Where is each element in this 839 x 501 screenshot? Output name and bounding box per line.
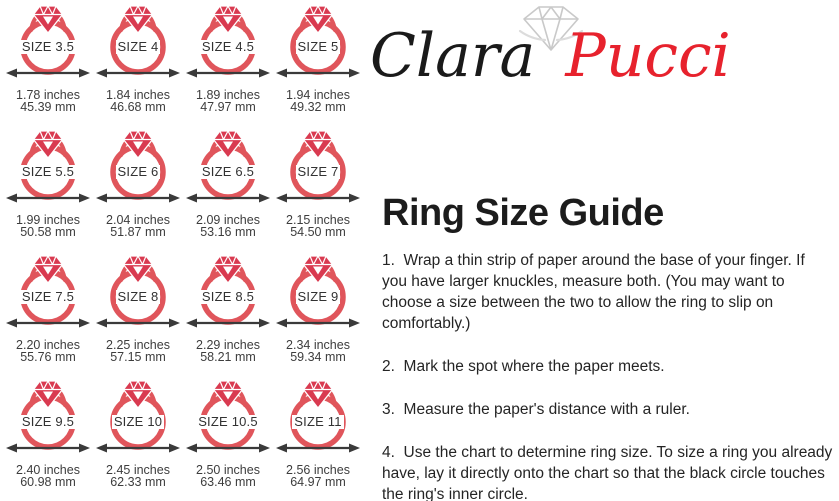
ring-measurements [93,90,183,113]
ring-size-label: SIZE 4 [117,39,159,54]
ring-size-label: SIZE 3.5 [21,39,75,54]
ring-size-label: SIZE 8 [117,289,159,304]
ring-measurements [273,340,363,363]
ring-size-cell [3,375,93,500]
ring-inches: 1.84 inches [106,88,170,102]
ring-measurements [183,90,273,113]
ring-size-cell [3,250,93,375]
step-3: 3. Measure the paper's distance with a ruler. [382,401,690,418]
ring-mm: 49.32 mm [290,99,346,114]
ring-size-cell [3,0,93,125]
ring-size-label: SIZE 8.5 [201,289,255,304]
ring-measurements [3,340,93,363]
ring-mm: 59.34 mm [290,349,346,364]
ring-measurements [93,465,183,488]
ring-measurements [183,465,273,488]
ring-measurements [183,215,273,238]
ring-inches: 2.04 inches [106,213,170,227]
instruction-steps [382,250,837,501]
ring-size-chart [3,0,365,500]
ring-inches: 2.56 inches [286,463,350,477]
ring-size-label: SIZE 6.5 [201,164,255,179]
step-2: 2. Mark the spot where the paper meets. [382,358,665,375]
ring-inches: 2.15 inches [286,213,350,227]
ring-mm: 46.68 mm [110,99,166,114]
ring-size-cell [93,125,183,250]
ring-inches: 2.20 inches [16,338,80,352]
ring-size-cell [273,250,363,375]
ring-inches: 2.50 inches [196,463,260,477]
ring-inches: 1.99 inches [16,213,80,227]
ring-mm: 50.58 mm [20,224,76,239]
brand-name-pucci: Pucci [565,21,731,91]
ring-size-cell [183,250,273,375]
ring-measurements [273,465,363,488]
ring-mm: 60.98 mm [20,474,76,489]
ring-measurements [3,215,93,238]
ring-size-label: SIZE 10 [113,414,163,429]
ring-inches: 2.09 inches [196,213,260,227]
ring-measurements [273,215,363,238]
step-1: 1. Wrap a thin strip of paper around the base of your finger. If you have larger knuckles, measure both. (You may want to choose a size between the two to allow the ring to slip on comfortably.) [382,252,810,332]
ring-mm: 51.87 mm [110,224,166,239]
ring-mm: 45.39 mm [20,99,76,114]
ring-inches: 2.29 inches [196,338,260,352]
ring-size-label: SIZE 7.5 [21,289,75,304]
ring-mm: 64.97 mm [290,474,346,489]
ring-measurements [183,340,273,363]
ring-size-cell [183,125,273,250]
ring-size-label: SIZE 5 [297,39,339,54]
ring-measurements [93,340,183,363]
ring-inches: 2.45 inches [106,463,170,477]
ring-inches: 2.25 inches [106,338,170,352]
ring-size-cell [183,0,273,125]
ring-mm: 53.16 mm [200,224,256,239]
ring-inches: 1.94 inches [286,88,350,102]
ring-mm: 63.46 mm [200,474,256,489]
ring-size-label: SIZE 10.5 [198,414,258,429]
ring-size-cell [273,0,363,125]
ring-size-label: SIZE 4.5 [201,39,255,54]
ring-size-cell [93,0,183,125]
ring-inches: 2.34 inches [286,338,350,352]
ring-mm: 57.15 mm [110,349,166,364]
ring-size-label: SIZE 9.5 [21,414,75,429]
ring-size-label: SIZE 11 [294,414,342,429]
ring-size-label: SIZE 9 [297,289,339,304]
brand-logo [370,21,731,91]
ring-size-label: SIZE 6 [117,164,159,179]
ring-size-cell [93,250,183,375]
ring-size-cell [3,125,93,250]
ring-mm: 47.97 mm [200,99,256,114]
ring-size-label: SIZE 5.5 [21,164,75,179]
ring-measurements [3,465,93,488]
ring-mm: 62.33 mm [110,474,166,489]
ring-size-cell [273,375,363,500]
ring-size-cell [93,375,183,500]
ring-size-cell [273,125,363,250]
ring-size-cell [183,375,273,500]
ring-measurements [3,90,93,113]
ring-inches: 2.40 inches [16,463,80,477]
ring-inches: 1.78 inches [16,88,80,102]
ring-measurements [93,215,183,238]
ring-mm: 55.76 mm [20,349,76,364]
ring-size-label: SIZE 7 [297,164,339,179]
step-4: 4. Use the chart to determine ring size. To size a ring you already have, lay it directly onto the chart so that the black circle touches the ring's inner circle. [382,444,837,501]
ring-inches: 1.89 inches [196,88,260,102]
ring-mm: 54.50 mm [290,224,346,239]
ring-measurements [273,90,363,113]
page-title: Ring Size Guide [382,192,664,234]
ring-mm: 58.21 mm [200,349,256,364]
brand-name-clara: Clara [370,21,536,91]
